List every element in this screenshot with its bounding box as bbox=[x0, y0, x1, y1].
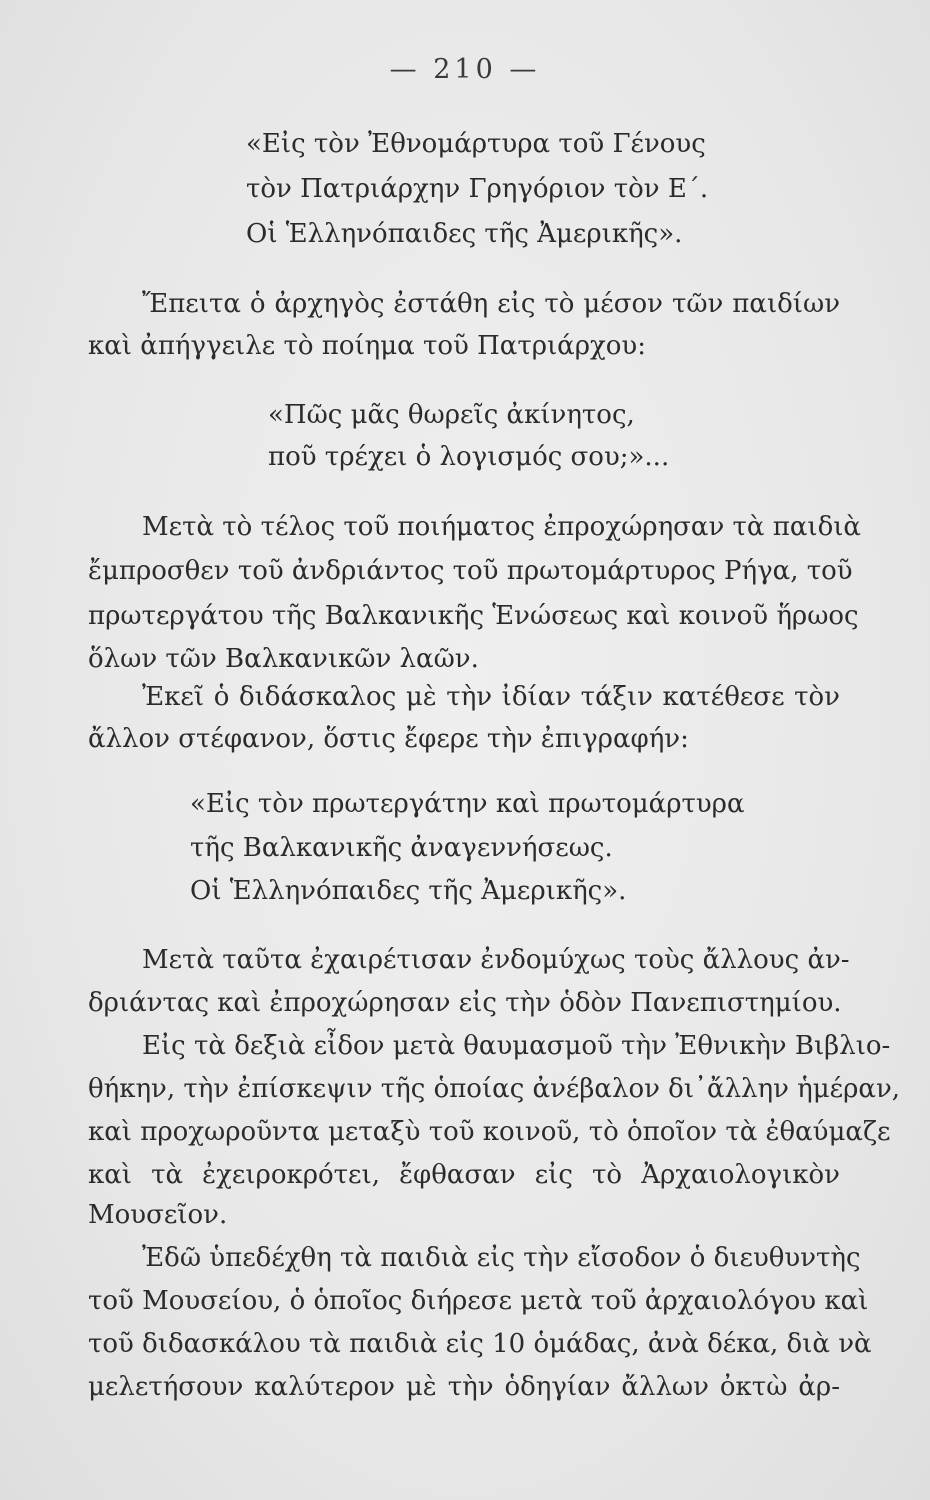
paragraph-line: Ἔπειτα ὁ ἀρχηγὸς ἐστάθη εἰς τὸ μέσον τῶν παιδίων bbox=[142, 289, 840, 319]
paragraph-line: ἔμπροσθεν τοῦ ἀνδριάντος τοῦ πρωτομάρτυρος Ρήγα, τοῦ bbox=[88, 556, 853, 586]
inscription-line: Οἱ Ἑλληνόπαιδες τῆς Ἀμερικῆς». bbox=[190, 876, 627, 906]
paragraph-line: Μουσεῖον. bbox=[88, 1200, 228, 1230]
paragraph-line: θήκην, τὴν ἐπίσκεψιν τῆς ὁποίας ἀνέβαλον δι᾽ἄλλην ἡμέραν, bbox=[88, 1074, 901, 1104]
paragraph-line: τοῦ Μουσείου, ὁ ὁποῖος διήρεσε μετὰ τοῦ ἀρχαιολόγου καὶ bbox=[88, 1286, 869, 1316]
inscription-line: τῆς Βαλκανικῆς ἀναγεννήσεως. bbox=[190, 833, 613, 863]
paragraph-line: Ἐκεῖ ὁ διδάσκαλος μὲ τὴν ἰδίαν τάξιν κατέθεσε τὸν bbox=[142, 682, 840, 712]
inscription-line: «Εἰς τὸν πρωτεργάτην καὶ πρωτομάρτυρα bbox=[190, 789, 745, 819]
poem-line: ποῦ τρέχει ὁ λογισμός σου;»... bbox=[268, 442, 670, 472]
inscription-line: Οἱ Ἑλληνόπαιδες τῆς Ἀμερικῆς». bbox=[246, 219, 683, 249]
paragraph-line: ἄλλον στέφανον, ὅστις ἔφερε τὴν ἐπιγραφήν: bbox=[88, 724, 689, 754]
paragraph-line: καὶ τὰ ἐχειροκρότει, ἔφθασαν εἰς τὸ Ἀρχαιολογικὸν bbox=[88, 1160, 840, 1190]
paragraph-line: καὶ ἀπήγγειλε τὸ ποίημα τοῦ Πατριάρχου: bbox=[88, 331, 646, 361]
page-number: — 210 — bbox=[389, 54, 541, 85]
paragraph-line: καὶ προχωροῦντα μεταξὺ τοῦ κοινοῦ, τὸ ὁποῖον τὰ ἐθαύμαζε bbox=[88, 1117, 891, 1147]
inscription-line: τὸν Πατριάρχην Γρηγόριον τὸν Ε΄. bbox=[246, 174, 709, 204]
paragraph-line: πρωτεργάτου τῆς Βαλκανικῆς Ἑνώσεως καὶ κοινοῦ ἥρωος bbox=[88, 601, 859, 631]
paragraph-line: ὅλων τῶν Βαλκανικῶν λαῶν. bbox=[88, 644, 479, 674]
paragraph-line: μελετήσουν καλύτερον μὲ τὴν ὁδηγίαν ἄλλων ὀκτὼ ἀρ- bbox=[88, 1372, 840, 1402]
paragraph-line: Μετὰ τὸ τέλος τοῦ ποιήματος ἐπροχώρησαν τὰ παιδιὰ bbox=[142, 512, 861, 542]
poem-line: «Πῶς μᾶς θωρεῖς ἀκίνητος, bbox=[268, 400, 635, 430]
paragraph-line: δριάντας καὶ ἐπροχώρησαν εἰς τὴν ὁδὸν Πανεπιστημίου. bbox=[88, 988, 842, 1018]
paragraph-line: Μετὰ ταῦτα ἐχαιρέτισαν ἐνδομύχως τοὺς ἄλλους ἀν- bbox=[142, 945, 850, 975]
paragraph-line: Ἐδῶ ὑπεδέχθη τὰ παιδιὰ εἰς τὴν εἴσοδον ὁ διευθυντὴς bbox=[142, 1243, 861, 1273]
inscription-line: «Εἰς τὸν Ἐθνομάρτυρα τοῦ Γένους bbox=[246, 129, 706, 159]
paragraph-line: τοῦ διδασκάλου τὰ παιδιὰ εἰς 10 ὁμάδας, ἀνὰ δέκα, διὰ νὰ bbox=[88, 1329, 872, 1359]
paragraph-line: Εἰς τὰ δεξιὰ εἶδον μετὰ θαυμασμοῦ τὴν Ἐθνικὴν Βιβλιο- bbox=[142, 1031, 891, 1061]
